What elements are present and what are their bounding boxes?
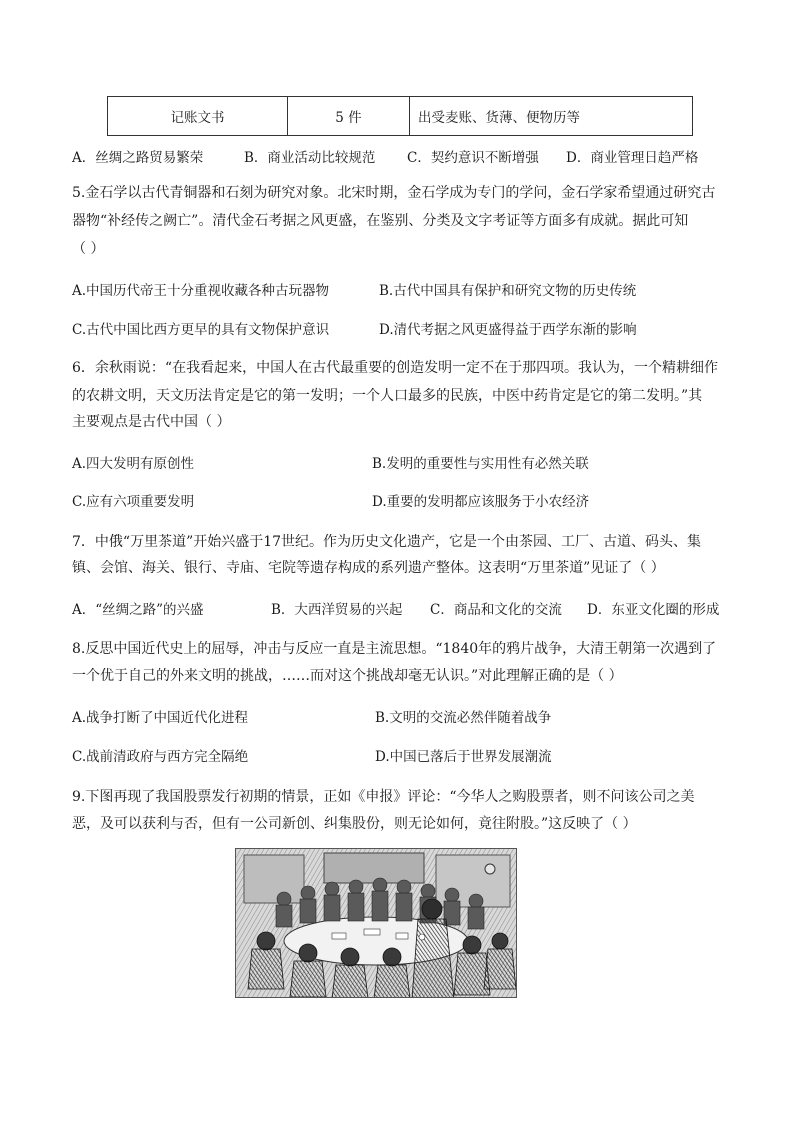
q5-option-d[interactable]: D.清代考据之风更盛得益于西学东渐的影响 xyxy=(379,322,637,338)
q6-stem-line2: 的农耕文明，天文历法肯定是它的第一发明；一个人口最多的民族，中医中药肯定是它的第二发明。”其 xyxy=(72,388,703,404)
q7-option-b[interactable]: B．大西洋贸易的兴起 xyxy=(271,602,403,618)
q6-stem-line3: 主要观点是古代中国（ ） xyxy=(72,414,231,430)
q7-options xyxy=(72,598,722,618)
table-cell-count: 5 件 xyxy=(288,97,410,135)
q5-option-b[interactable]: B.古代中国具有保护和研究文物的历史传统 xyxy=(379,283,637,299)
q7-option-d[interactable]: D．东亚文化圈的形成 xyxy=(587,602,720,618)
q8-stem-line2: 一个优于自己的外来文明的挑战，……而对这个挑战却毫无认识。”对此理解正确的是（ ） xyxy=(72,668,623,684)
q5-option-c[interactable]: C.古代中国比西方更早的具有文物保护意识 xyxy=(72,322,330,338)
table-cell-items: 出受麦账、货薄、便物历等 xyxy=(418,110,580,126)
record-table-row xyxy=(107,96,693,136)
q6-option-c[interactable]: C.应有六项重要发明 xyxy=(72,494,195,510)
q5-option-a[interactable]: A.中国历代帝王十分重视收藏各种古玩器物 xyxy=(72,283,330,299)
q8-option-a[interactable]: A.战争打断了中国近代化进程 xyxy=(72,710,249,726)
table-cell-type: 记账文书 xyxy=(108,97,288,135)
q6-stem-line1: 6．余秋雨说：“在我看起来，中国人在古代最重要的创造发明一定不在于那四项。我认为，一个精耕细作 xyxy=(72,360,719,376)
q6-option-a[interactable]: A.四大发明有原创性 xyxy=(72,456,195,472)
q7-option-a[interactable]: A．“丝绸之路”的兴盛 xyxy=(72,602,204,618)
q8-option-d[interactable]: D.中国已落后于世界发展潮流 xyxy=(375,749,552,765)
q6-options-row1 xyxy=(72,452,722,472)
q6-option-b[interactable]: B.发明的重要性与实用性有必然关联 xyxy=(372,456,589,472)
q8-stem-line1: 8.反思中国近代史上的屈辱，冲击与反应一直是主流思想。“1840年的鸦片战争，大清王朝第一次遇到了 xyxy=(72,641,717,657)
q8-options-row2 xyxy=(72,745,722,765)
q5-options-row1 xyxy=(72,279,722,299)
stock-subscription-engraving xyxy=(235,848,517,998)
q4-option-d[interactable]: D．商业管理日趋严格 xyxy=(566,150,699,166)
q7-option-c[interactable]: C．商品和文化的交流 xyxy=(430,602,562,618)
q9-stem-line1: 9.下图再现了我国股票发行初期的情景，正如《申报》评论：“今华人之购股票者，则不问该公司之美 xyxy=(72,789,695,805)
q6-option-d[interactable]: D.重要的发明都应该服务于小农经济 xyxy=(372,494,590,510)
q5-options-row2 xyxy=(72,318,722,338)
q5-stem-line2: 器物“补经传之阙亡”。清代金石考据之风更盛，在鉴别、分类及文字考证等方面多有成就。据此可知 xyxy=(72,213,689,229)
q9-stem-line2: 恶，及可以获利与否，但有一公司新创、纠集股份，则无论如何，竟往附股。”这反映了（ ） xyxy=(72,816,637,832)
q8-option-b[interactable]: B.文明的交流必然伴随着战争 xyxy=(375,710,552,726)
q4-option-b[interactable]: B．商业活动比较规范 xyxy=(244,150,376,166)
q8-options-row1 xyxy=(72,706,722,726)
q4-options xyxy=(72,146,722,166)
q5-stem-line3: （ ） xyxy=(72,241,105,257)
q7-stem-line2: 镇、会馆、海关、银行、寺庙、宅院等遗存构成的系列遗产整体。这表明“万里茶道”见证了（ ） xyxy=(72,560,665,576)
q5-stem-line1: 5.金石学以古代青铜器和石刻为研究对象。北宋时期，金石学成为专门的学问，金石学家希望通过研究古 xyxy=(72,185,716,201)
q8-option-c[interactable]: C.战前清政府与西方完全隔绝 xyxy=(72,749,249,765)
q4-option-c[interactable]: C．契约意识不断增强 xyxy=(407,150,539,166)
q6-options-row2 xyxy=(72,490,722,510)
q7-stem-line1: 7．中俄“万里茶道”开始兴盛于17世纪。作为历史文化遗产，它是一个由茶园、工厂、古道、码头、集 xyxy=(72,534,702,550)
q4-option-a[interactable]: A．丝绸之路贸易繁荣 xyxy=(72,150,204,166)
